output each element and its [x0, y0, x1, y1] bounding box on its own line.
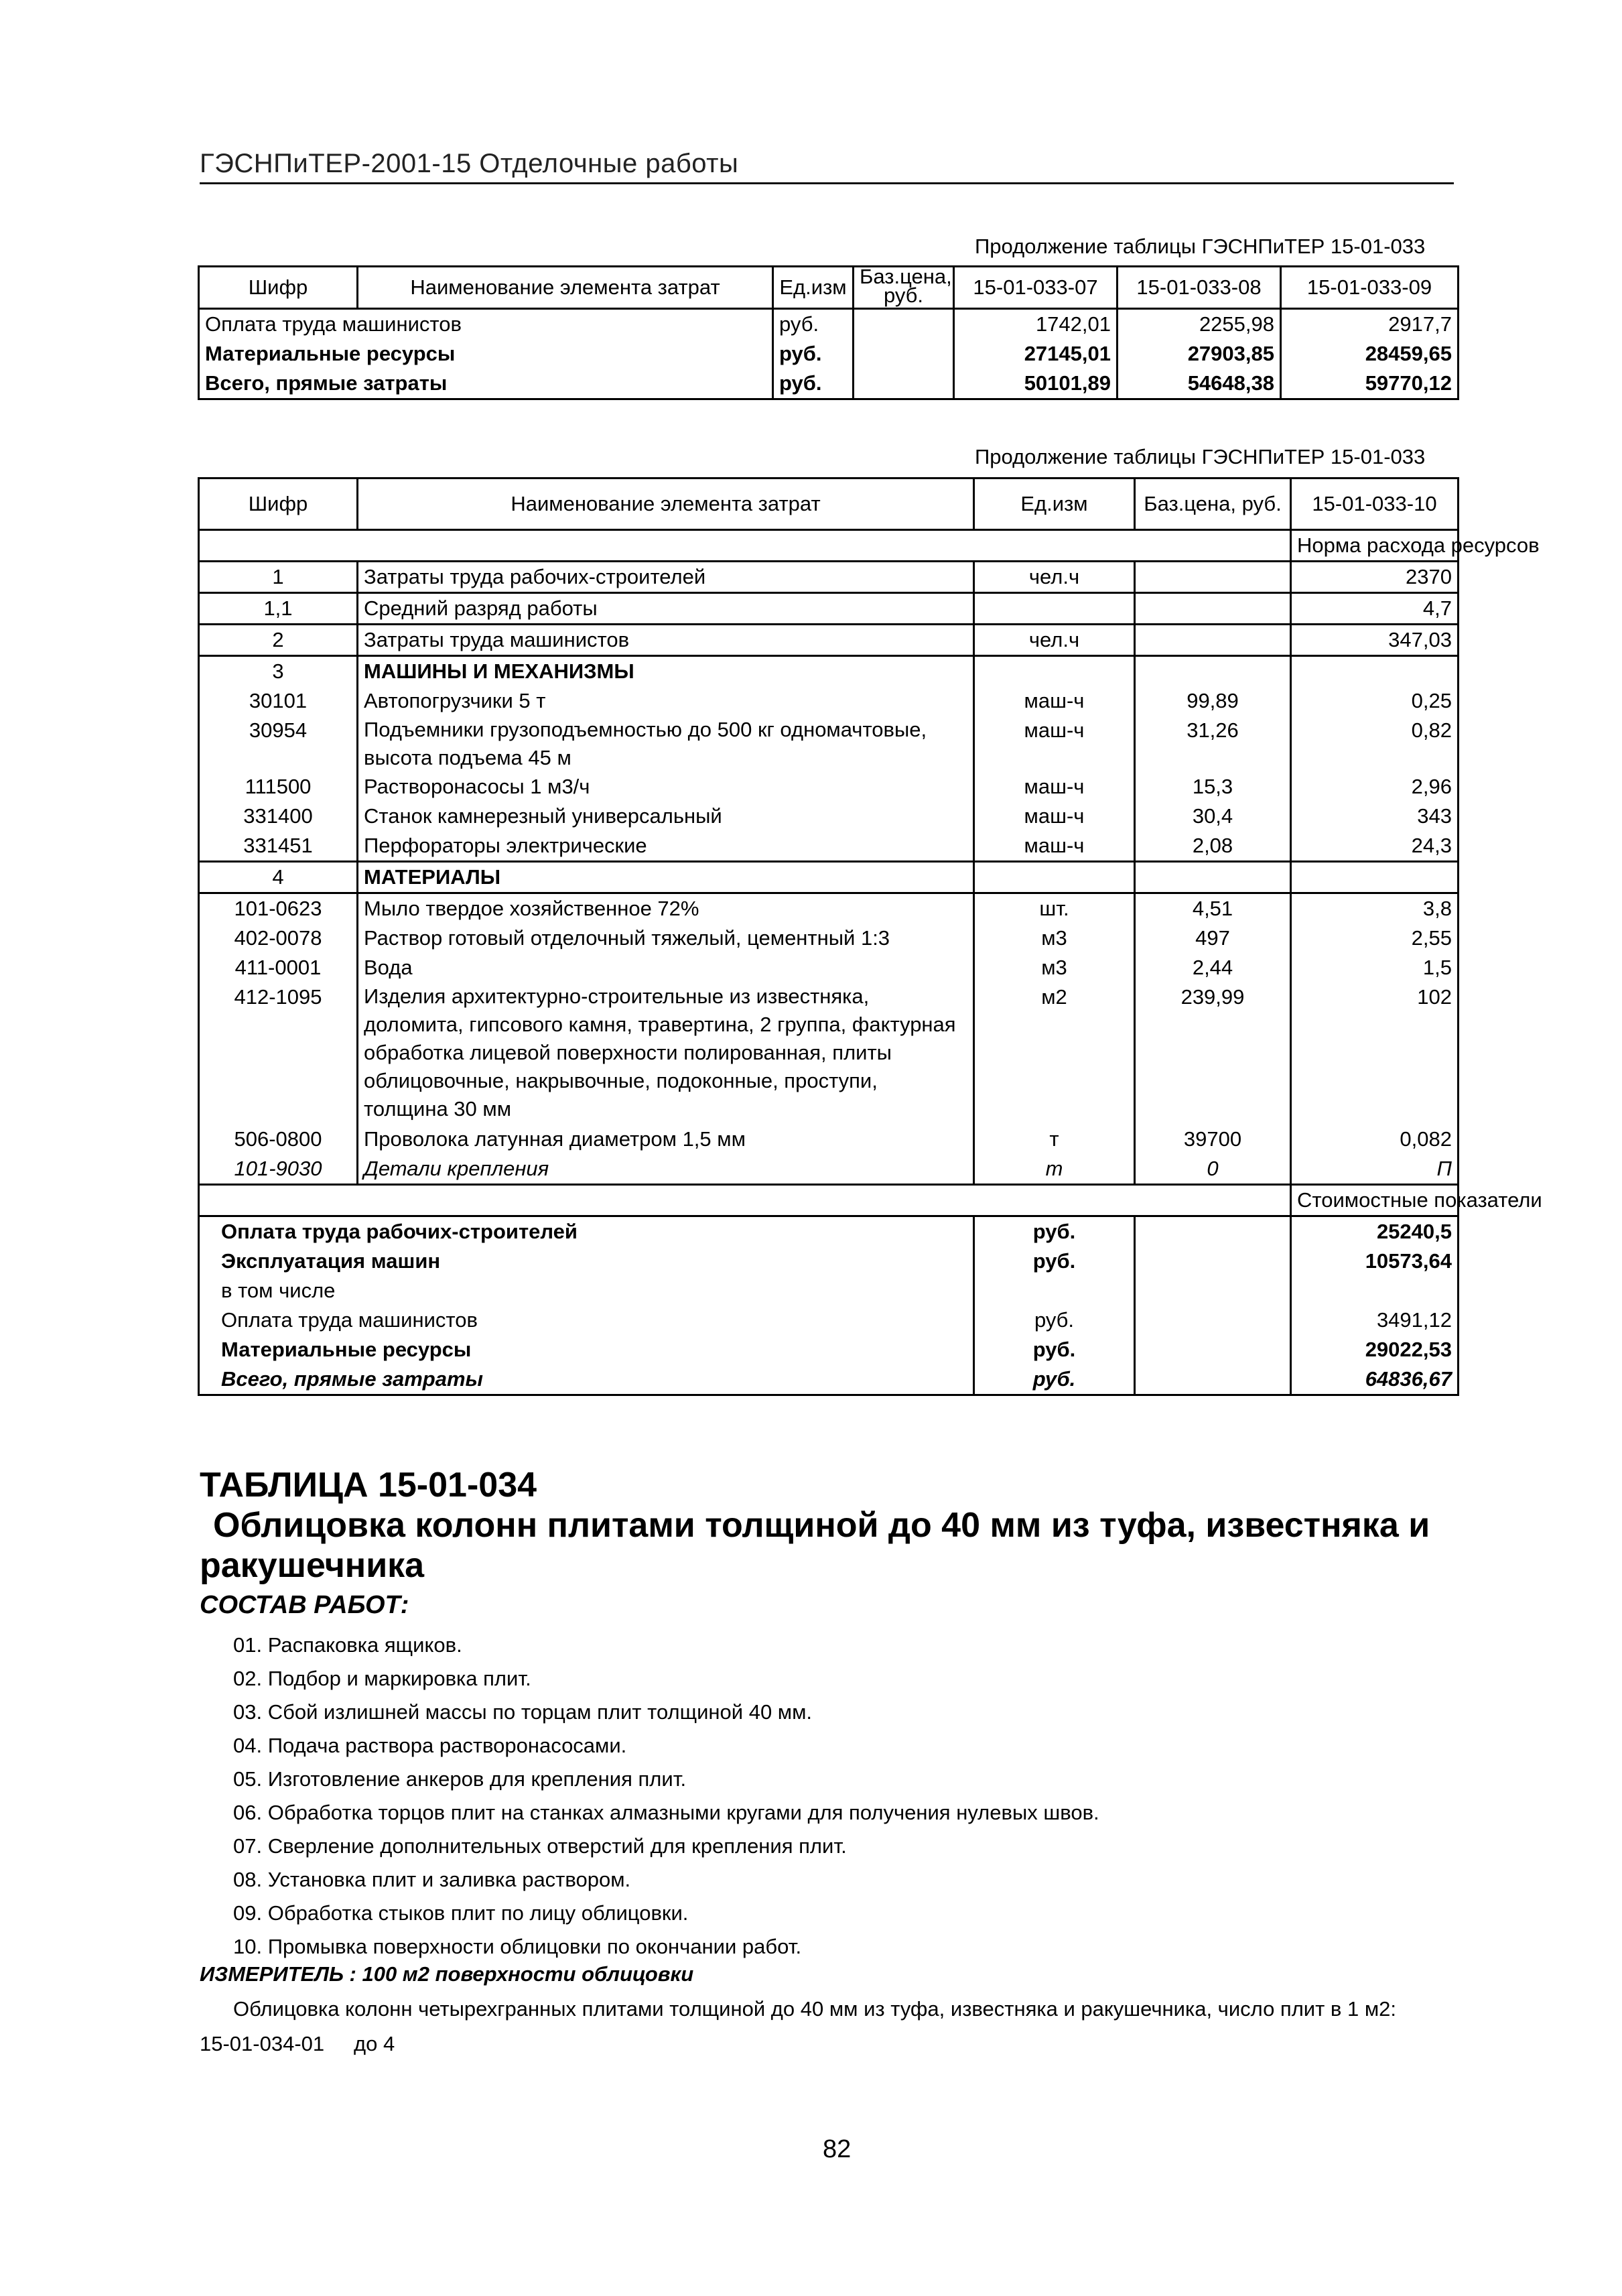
table2-header-cell: Баз.цена, руб. — [1135, 479, 1291, 530]
cost-value: 25240,5 — [1291, 1216, 1459, 1247]
row-price — [854, 339, 954, 369]
row-code: 2 — [199, 625, 358, 656]
cost-name: Оплата труда машинистов — [199, 1305, 974, 1335]
cost-value: 10573,64 — [1291, 1247, 1459, 1276]
row-name: МАТЕРИАЛЫ — [358, 862, 974, 893]
row-name: Автопогрузчики 5 т — [358, 686, 974, 716]
row-value: 343 — [1291, 802, 1459, 831]
cost-name: Всего, прямые затраты — [199, 1364, 974, 1395]
row-unit: маш-ч — [974, 831, 1135, 862]
row-price: 2,08 — [1135, 831, 1291, 862]
row-name: Станок камнерезный универсальный — [358, 802, 974, 831]
row-value: 50101,89 — [954, 369, 1118, 399]
row-unit — [974, 862, 1135, 893]
row-code: 411-0001 — [199, 953, 358, 982]
row-unit: маш-ч — [974, 716, 1135, 772]
cost-unit: руб. — [974, 1247, 1135, 1276]
table2-header-row — [199, 479, 1459, 530]
cost-value: 29022,53 — [1291, 1335, 1459, 1364]
row-value: 3,8 — [1291, 893, 1459, 924]
cost-row — [199, 1364, 1459, 1395]
row-unit — [974, 593, 1135, 625]
list-item: 07. Сверление дополнительных отверстий для крепления плит. — [233, 1834, 847, 1858]
row-name: Оплата труда машинистов — [199, 309, 773, 340]
row-code: 506-0800 — [199, 1125, 358, 1154]
row-code: 331400 — [199, 802, 358, 831]
row-code: 111500 — [199, 772, 358, 802]
row-code: 101-9030 — [199, 1154, 358, 1185]
works-label: СОСТАВ РАБОТ: — [200, 1591, 409, 1619]
row-code: 331451 — [199, 831, 358, 862]
row-value: 54648,38 — [1118, 369, 1281, 399]
table-row — [199, 831, 1459, 862]
cost-unit: руб. — [974, 1216, 1135, 1247]
row-value: 102 — [1291, 982, 1459, 1125]
cost-value — [1291, 1276, 1459, 1305]
row-unit — [974, 656, 1135, 687]
row-name: Растворонасосы 1 м3/ч — [358, 772, 974, 802]
list-item: 05. Изготовление анкеров для крепления плит. — [233, 1767, 687, 1791]
cost-row — [199, 1247, 1459, 1276]
row-value: 0,82 — [1291, 716, 1459, 772]
row-price: 99,89 — [1135, 686, 1291, 716]
list-item: 02. Подбор и маркировка плит. — [233, 1667, 531, 1690]
row-value: 59770,12 — [1281, 369, 1459, 399]
row-name: Средний разряд работы — [358, 593, 974, 625]
table-row — [199, 862, 1459, 893]
table2-header-cell: 15-01-033-10 — [1291, 479, 1459, 530]
table1 — [198, 265, 1459, 400]
row-name: Мыло твердое хозяйственное 72% — [358, 893, 974, 924]
table-id-heading: ТАБЛИЦА 15-01-034 — [200, 1466, 537, 1505]
row-value: 28459,65 — [1281, 339, 1459, 369]
table-row — [199, 982, 1459, 1125]
table1-header-cell: 15-01-033-07 — [954, 267, 1118, 309]
cost-label-row — [199, 1185, 1459, 1216]
row-price: 39700 — [1135, 1125, 1291, 1154]
table1-header-cell: Наименование элемента затрат — [358, 267, 773, 309]
row-value: 24,3 — [1291, 831, 1459, 862]
table-row — [199, 923, 1459, 953]
row-price: 2,44 — [1135, 953, 1291, 982]
table-row — [199, 772, 1459, 802]
row-name: Вода — [358, 953, 974, 982]
list-item: 06. Обработка торцов плит на станках алмазными кругами для получения нулевых швов. — [233, 1801, 1099, 1824]
cost-name: Оплата труда рабочих-строителей — [199, 1216, 974, 1247]
table-row — [199, 656, 1459, 687]
row-code: 3 — [199, 656, 358, 687]
row-price — [1135, 656, 1291, 687]
table2-caption: Продолжение таблицы ГЭСНПиТЕР 15-01-033 — [975, 445, 1426, 468]
row-unit: руб. — [773, 339, 854, 369]
row-price: 31,26 — [1135, 716, 1291, 772]
row-price — [854, 309, 954, 340]
row-value: 0,082 — [1291, 1125, 1459, 1154]
row-unit: руб. — [773, 369, 854, 399]
row-value — [1291, 862, 1459, 893]
row-price — [1135, 862, 1291, 893]
row-price: 15,3 — [1135, 772, 1291, 802]
table1-header-cell: Ед.изм — [773, 267, 854, 309]
row-unit: маш-ч — [974, 802, 1135, 831]
row-price — [1135, 593, 1291, 625]
table-row — [199, 369, 1459, 399]
row-value: 27145,01 — [954, 339, 1118, 369]
table-row — [199, 953, 1459, 982]
item-code: 15-01-034-01 — [200, 2032, 325, 2055]
row-value: 347,03 — [1291, 625, 1459, 656]
row-value: 2917,7 — [1281, 309, 1459, 340]
cost-row — [199, 1335, 1459, 1364]
header-rule — [200, 182, 1454, 184]
running-header: ГЭСНПиТЕР-2001-15 Отделочные работы — [200, 149, 739, 178]
meter-label: ИЗМЕРИТЕЛЬ : 100 м2 поверхности облицовки — [200, 1962, 694, 1986]
cost-label: Стоимостные показатели — [1291, 1185, 1459, 1216]
row-unit: маш-ч — [974, 686, 1135, 716]
row-name: МАШИНЫ И МЕХАНИЗМЫ — [358, 656, 974, 687]
row-value — [1291, 656, 1459, 687]
list-item: 09. Обработка стыков плит по лицу облицовки. — [233, 1901, 689, 1925]
table-row — [199, 339, 1459, 369]
row-price: 4,51 — [1135, 893, 1291, 924]
row-value: 4,7 — [1291, 593, 1459, 625]
row-code: 1 — [199, 562, 358, 593]
table-row — [199, 593, 1459, 625]
row-value: 1742,01 — [954, 309, 1118, 340]
list-item: 04. Подача раствора растворонасосами. — [233, 1734, 627, 1757]
row-code: 101-0623 — [199, 893, 358, 924]
table-row — [199, 625, 1459, 656]
row-name: Затраты труда машинистов — [358, 625, 974, 656]
row-price — [1135, 562, 1291, 593]
row-price — [1135, 625, 1291, 656]
row-unit: чел.ч — [974, 625, 1135, 656]
row-code: 4 — [199, 862, 358, 893]
cost-row — [199, 1216, 1459, 1247]
table2-header-cell: Наименование элемента затрат — [358, 479, 974, 530]
table-row — [199, 893, 1459, 924]
row-name: Раствор готовый отделочный тяжелый, цементный 1:3 — [358, 923, 974, 953]
row-unit: м3 — [974, 923, 1135, 953]
row-value: 27903,85 — [1118, 339, 1281, 369]
table1-header-cell: Шифр — [199, 267, 358, 309]
row-value: П — [1291, 1154, 1459, 1185]
row-name: Подъемники грузоподъемностью до 500 кг одномачтовые, высота подъема 45 м — [358, 716, 974, 772]
row-value: 0,25 — [1291, 686, 1459, 716]
row-name: Всего, прямые затраты — [199, 369, 773, 399]
page-number: 82 — [823, 2135, 852, 2163]
cost-value: 64836,67 — [1291, 1364, 1459, 1395]
row-code: 30101 — [199, 686, 358, 716]
cost-name: Материальные ресурсы — [199, 1335, 974, 1364]
cost-name: Эксплуатация машин — [199, 1247, 974, 1276]
list-item: 03. Сбой излишней массы по торцам плит толщиной 40 мм. — [233, 1700, 813, 1724]
row-unit: маш-ч — [974, 772, 1135, 802]
table-row — [199, 802, 1459, 831]
list-item: 01. Распаковка ящиков. — [233, 1633, 462, 1657]
row-code: 1,1 — [199, 593, 358, 625]
row-price — [854, 369, 954, 399]
row-code: 412-1095 — [199, 982, 358, 1125]
row-name: Проволока латунная диаметром 1,5 мм — [358, 1125, 974, 1154]
table-row — [199, 309, 1459, 340]
table1-header-cell: Баз.цена, руб. — [854, 267, 954, 309]
norm-label-row — [199, 530, 1459, 562]
row-price: 497 — [1135, 923, 1291, 953]
row-unit: шт. — [974, 893, 1135, 924]
row-price: 30,4 — [1135, 802, 1291, 831]
row-value: 2370 — [1291, 562, 1459, 593]
row-name: Перфораторы электрические — [358, 831, 974, 862]
table1-caption: Продолжение таблицы ГЭСНПиТЕР 15-01-033 — [975, 235, 1426, 258]
row-unit: руб. — [773, 309, 854, 340]
table2-header-cell: Шифр — [199, 479, 358, 530]
row-code: 402-0078 — [199, 923, 358, 953]
row-code: 30954 — [199, 716, 358, 772]
row-name: Детали крепления — [358, 1154, 974, 1185]
list-item: 10. Промывка поверхности облицовки по окончании работ. — [233, 1935, 802, 1958]
table1-header-cell: 15-01-033-08 — [1118, 267, 1281, 309]
cost-row — [199, 1276, 1459, 1305]
section-title-line2: ракушечника — [200, 1546, 425, 1585]
row-value: 2,96 — [1291, 772, 1459, 802]
cost-row — [199, 1305, 1459, 1335]
works-list — [233, 1629, 1099, 1964]
row-unit: м3 — [974, 953, 1135, 982]
list-item: 08. Установка плит и заливка раствором. — [233, 1868, 631, 1891]
row-unit: т — [974, 1125, 1135, 1154]
table2 — [198, 477, 1542, 1396]
table-row — [199, 716, 1459, 772]
row-unit: чел.ч — [974, 562, 1135, 593]
table-row — [199, 686, 1459, 716]
cost-value: 3491,12 — [1291, 1305, 1459, 1335]
table1-header-cell: 15-01-033-09 — [1281, 267, 1459, 309]
row-name: Затраты труда рабочих-строителей — [358, 562, 974, 593]
row-name: Материальные ресурсы — [199, 339, 773, 369]
section-title-line1: Облицовка колонн плитами толщиной до 40 мм из туфа, известняка и — [213, 1506, 1430, 1545]
row-value: 1,5 — [1291, 953, 1459, 982]
row-price: 0 — [1135, 1154, 1291, 1185]
cost-unit — [974, 1276, 1135, 1305]
row-unit: м2 — [974, 982, 1135, 1125]
row-unit: т — [974, 1154, 1135, 1185]
row-value: 2255,98 — [1118, 309, 1281, 340]
cost-unit: руб. — [974, 1305, 1135, 1335]
item-value: до 4 — [354, 2032, 395, 2055]
row-value: 2,55 — [1291, 923, 1459, 953]
cost-unit: руб. — [974, 1364, 1135, 1395]
table2-header-cell: Ед.изм — [974, 479, 1135, 530]
cost-unit: руб. — [974, 1335, 1135, 1364]
description: Облицовка колонн четырехгранных плитами толщиной до 40 мм из туфа, известняка и ракушечника, число плит в 1 м2: — [233, 1997, 1397, 2021]
cost-name: в том числе — [199, 1276, 974, 1305]
table-row — [199, 562, 1459, 593]
table1-header-row — [199, 267, 1459, 309]
norm-label: Норма расхода ресурсов — [1291, 530, 1459, 562]
row-name: Изделия архитектурно-строительные из известняка, доломита, гипсового камня, травертина, 2 группа, фактурная обработка лицевой поверхности полированная, плиты облицовочные, накрывочные, подоконные, проступи, толщина 30 мм — [358, 982, 974, 1125]
row-price: 239,99 — [1135, 982, 1291, 1125]
table-row — [199, 1154, 1459, 1185]
table-row — [199, 1125, 1459, 1154]
